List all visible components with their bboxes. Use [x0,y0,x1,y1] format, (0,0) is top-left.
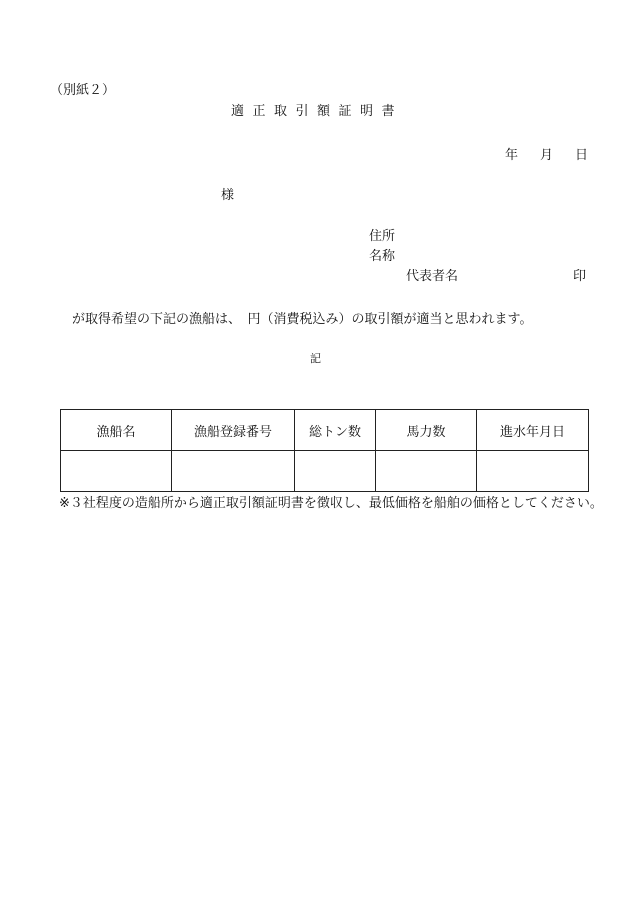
column-header-registration-number: 漁船登録番号 [172,410,295,451]
column-header-gross-tonnage: 総トン数 [295,410,376,451]
issuer-address-label: 住所 [369,229,396,244]
cell-gross-tonnage [295,451,376,492]
column-header-launch-date: 進水年月日 [477,410,589,451]
date-year-label: 年 [505,148,519,163]
fishing-boat-table [60,409,589,492]
cell-horsepower [376,451,477,492]
cell-registration-number [172,451,295,492]
table-row [61,451,589,492]
table-header-row [61,410,589,451]
issuer-representative-label: 代表者名 [406,269,459,284]
issuer-name-label: 名称 [369,249,396,264]
document-title: 適正取引額証明書 [231,104,404,119]
seal-mark-label: 印 [573,269,587,284]
footnote: ※３社程度の造船所から適正取引額証明書を徴収し、最低価格を船舶の価格としてください。 [59,496,603,511]
date-day-label: 日 [575,148,589,163]
annex-label: （別紙２） [50,83,116,98]
addressee-honorific: 様 [221,188,235,203]
cell-boat-name [61,451,172,492]
column-header-boat-name: 漁船名 [61,410,172,451]
ki-heading: 記 [310,352,321,365]
certification-statement: が取得希望の下記の漁船は、 円（消費税込み）の取引額が適当と思われます。 [72,312,533,327]
date-month-label: 月 [540,148,554,163]
cell-launch-date [477,451,589,492]
column-header-horsepower: 馬力数 [376,410,477,451]
